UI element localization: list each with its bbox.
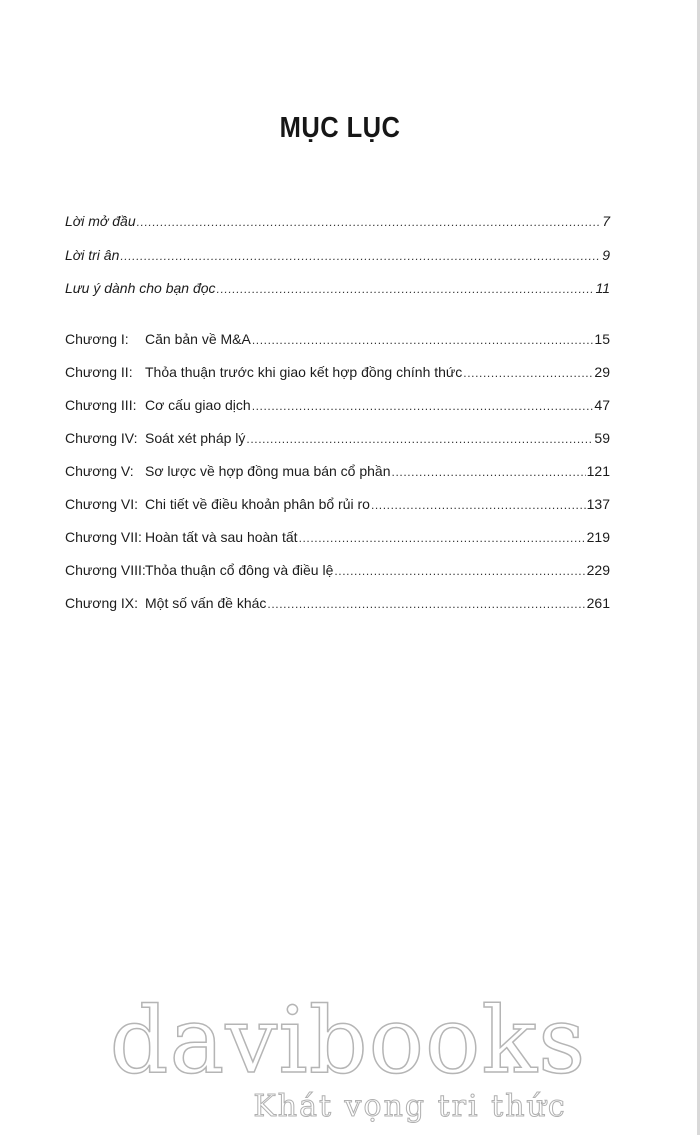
dot-leader (252, 333, 594, 347)
toc-entry-chapter[interactable] (65, 463, 610, 496)
chapter-label: Chương VIII: (65, 562, 146, 578)
front-matter-list (65, 213, 610, 314)
toc-entry-chapter[interactable] (65, 397, 610, 430)
dot-leader (267, 597, 585, 611)
toc-entry-title: Lời tri ân (65, 246, 120, 263)
chapter-title: Một số vấn đề khác (145, 595, 267, 611)
chapter-title: Sơ lược về hợp đồng mua bán cổ phần (145, 463, 391, 479)
dot-leader (463, 366, 593, 380)
chapter-page: 47 (594, 397, 610, 413)
toc-entry-chapter[interactable] (65, 496, 610, 529)
toc-entry-chapter[interactable] (65, 562, 610, 595)
chapter-title: Chi tiết về điều khoản phân bổ rủi ro (145, 496, 370, 512)
chapter-title: Cơ cấu giao dịch (145, 397, 251, 413)
chapter-page: 229 (586, 562, 610, 578)
toc-entry-title: Lưu ý dành cho bạn đọc (65, 280, 216, 296)
dot-leader (252, 399, 594, 413)
chapter-label: Chương IV: (65, 430, 138, 446)
toc-entry-front[interactable] (65, 213, 610, 247)
toc-entry-page: 9 (602, 246, 610, 263)
dot-leader (137, 215, 602, 229)
toc-entry-page: 11 (595, 280, 610, 296)
chapter-page: 121 (586, 463, 610, 479)
chapter-title: Soát xét pháp lý (145, 430, 246, 446)
chapter-title: Căn bản về M&A (145, 331, 251, 347)
chapter-label: Chương II: (65, 364, 133, 380)
watermark-slogan: Khát vọng tri thức (253, 1089, 567, 1124)
chapter-title: Thỏa thuận cổ đông và điều lệ (145, 562, 334, 578)
chapter-label: Chương I: (65, 331, 129, 347)
dot-leader (299, 531, 586, 545)
chapter-label: Chương III: (65, 397, 137, 413)
chapter-list (65, 331, 610, 628)
dot-leader (120, 249, 601, 263)
chapter-label: Chương VII: (65, 529, 142, 545)
dot-leader (217, 282, 595, 296)
chapter-page: 261 (586, 595, 610, 611)
toc-entry-chapter[interactable] (65, 364, 610, 397)
toc-entry-page: 7 (602, 213, 610, 229)
toc-entry-chapter[interactable] (65, 595, 610, 628)
chapter-label: Chương V: (65, 463, 134, 479)
chapter-label: Chương VI: (65, 496, 139, 512)
toc-entry-title: Lời mở đầu (65, 213, 136, 229)
toc-entry-chapter[interactable] (65, 430, 610, 463)
chapter-page: 59 (594, 430, 610, 446)
dot-leader (371, 498, 586, 512)
chapter-page: 137 (586, 496, 610, 512)
toc-entry-front[interactable] (65, 247, 610, 281)
toc-entry-chapter[interactable] (65, 331, 610, 364)
chapter-page: 219 (586, 529, 610, 545)
chapter-page: 15 (594, 331, 610, 347)
chapter-label: Chương IX: (65, 595, 139, 611)
toc-entry-front[interactable] (65, 280, 610, 314)
dot-leader (246, 432, 593, 446)
chapter-page: 29 (594, 364, 610, 380)
dot-leader (392, 465, 586, 479)
watermark-brand: davibooks (109, 987, 587, 1094)
chapter-title: Thỏa thuận trước khi giao kết hợp đồng chính thức (145, 364, 463, 380)
chapter-title: Hoàn tất và sau hoàn tất (145, 529, 298, 545)
toc-entry-chapter[interactable] (65, 529, 610, 562)
page-title: MỤC LỤC (279, 112, 401, 144)
dot-leader (334, 564, 585, 578)
